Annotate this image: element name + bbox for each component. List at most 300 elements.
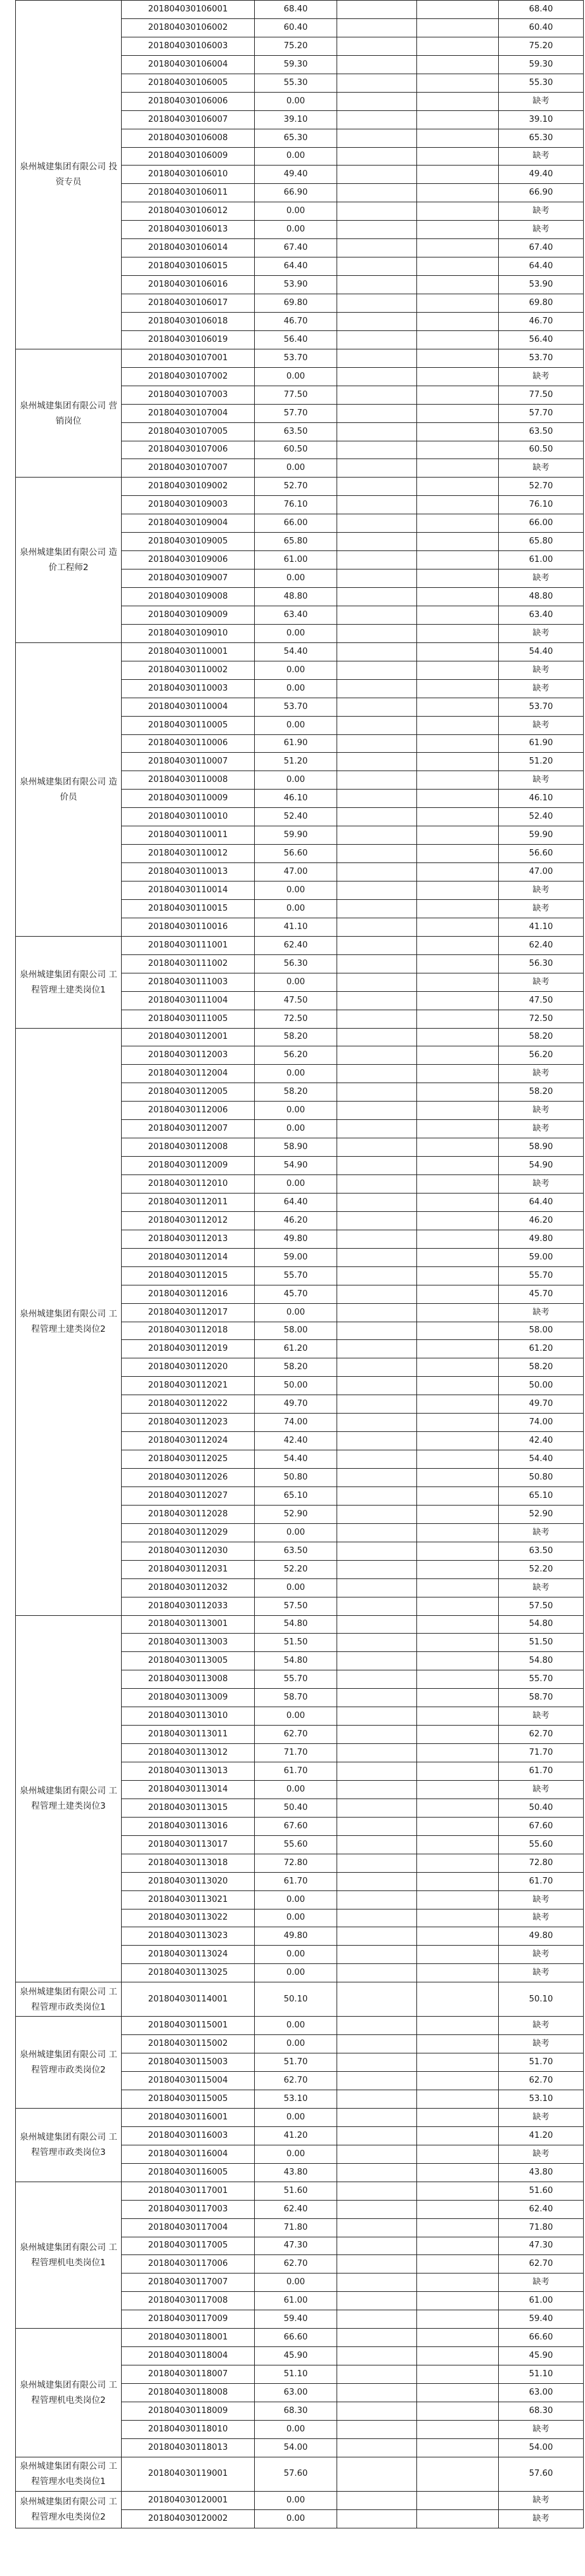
empty-score-cell-a <box>337 1469 417 1487</box>
exam-id-cell: 201804030110005 <box>122 716 255 734</box>
exam-id-cell: 201804030106009 <box>122 147 255 166</box>
empty-score-cell-b <box>417 936 499 954</box>
empty-score-cell-a <box>337 312 417 330</box>
group-name-cell: 泉州城建集团有限公司 工程管理市政类岗位3 <box>16 2108 122 2182</box>
written-score-cell: 58.90 <box>255 1138 337 1157</box>
total-score-cell: 56.20 <box>499 1046 584 1065</box>
written-score-cell: 71.70 <box>255 1744 337 1762</box>
total-score-cell: 缺考 <box>499 1175 584 1194</box>
total-score-cell: 51.70 <box>499 2053 584 2072</box>
total-score-cell: 56.40 <box>499 330 584 349</box>
exam-id-cell: 201804030113014 <box>122 1780 255 1799</box>
written-score-cell: 62.70 <box>255 1726 337 1744</box>
empty-score-cell-b <box>417 1817 499 1835</box>
total-score-cell: 62.70 <box>499 1726 584 1744</box>
total-score-cell: 46.20 <box>499 1211 584 1230</box>
empty-score-cell-a <box>337 2274 417 2292</box>
empty-score-cell-b <box>417 2420 499 2438</box>
empty-score-cell-a <box>337 863 417 881</box>
empty-score-cell-a <box>337 2126 417 2145</box>
empty-score-cell-a <box>337 588 417 606</box>
exam-id-cell: 201804030112016 <box>122 1285 255 1303</box>
written-score-cell: 0.00 <box>255 661 337 679</box>
total-score-cell: 缺考 <box>499 1102 584 1120</box>
written-score-cell: 41.10 <box>255 918 337 936</box>
empty-score-cell-b <box>417 1486 499 1505</box>
table-row <box>16 349 584 367</box>
empty-score-cell-b <box>417 1230 499 1248</box>
written-score-cell: 55.70 <box>255 1670 337 1689</box>
written-score-cell: 0.00 <box>255 2420 337 2438</box>
exam-id-cell: 201804030112026 <box>122 1469 255 1487</box>
total-score-cell: 67.40 <box>499 239 584 257</box>
total-score-cell: 64.40 <box>499 1193 584 1211</box>
exam-id-cell: 201804030110007 <box>122 753 255 771</box>
total-score-cell: 63.40 <box>499 606 584 624</box>
total-score-cell: 77.50 <box>499 386 584 404</box>
empty-score-cell-a <box>337 1303 417 1322</box>
empty-score-cell-a <box>337 1010 417 1028</box>
written-score-cell: 59.40 <box>255 2310 337 2329</box>
empty-score-cell-a <box>337 1414 417 1432</box>
exam-id-cell: 201804030109008 <box>122 588 255 606</box>
exam-id-cell: 201804030106006 <box>122 92 255 110</box>
written-score-cell: 54.80 <box>255 1652 337 1670</box>
exam-id-cell: 201804030113005 <box>122 1652 255 1670</box>
total-score-cell: 63.00 <box>499 2384 584 2402</box>
exam-id-cell: 201804030107001 <box>122 349 255 367</box>
empty-score-cell-a <box>337 1762 417 1781</box>
total-score-cell: 53.90 <box>499 276 584 294</box>
exam-id-cell: 201804030110013 <box>122 863 255 881</box>
empty-score-cell-b <box>417 386 499 404</box>
group-name-cell: 泉州城建集团有限公司 造价员 <box>16 642 122 936</box>
total-score-cell: 缺考 <box>499 679 584 698</box>
empty-score-cell-b <box>417 1890 499 1909</box>
exam-id-cell: 201804030118013 <box>122 2438 255 2457</box>
total-score-cell: 缺考 <box>499 202 584 221</box>
total-score-cell: 缺考 <box>499 771 584 790</box>
exam-id-cell: 201804030115003 <box>122 2053 255 2072</box>
written-score-cell: 64.40 <box>255 1193 337 1211</box>
written-score-cell: 0.00 <box>255 1102 337 1120</box>
total-score-cell: 41.10 <box>499 918 584 936</box>
exam-id-cell: 201804030117009 <box>122 2310 255 2329</box>
written-score-cell: 66.00 <box>255 514 337 533</box>
total-score-cell: 42.40 <box>499 1432 584 1450</box>
exam-id-cell: 201804030113021 <box>122 1890 255 1909</box>
empty-score-cell-a <box>337 1028 417 1046</box>
total-score-cell: 53.10 <box>499 2090 584 2109</box>
written-score-cell: 45.90 <box>255 2347 337 2365</box>
total-score-cell: 48.80 <box>499 588 584 606</box>
empty-score-cell-b <box>417 478 499 496</box>
total-score-cell: 68.40 <box>499 1 584 19</box>
total-score-cell: 45.70 <box>499 1285 584 1303</box>
exam-id-cell: 201804030107006 <box>122 441 255 459</box>
empty-score-cell-a <box>337 2145 417 2163</box>
written-score-cell: 43.80 <box>255 2163 337 2182</box>
exam-id-cell: 201804030113018 <box>122 1854 255 1872</box>
total-score-cell: 47.30 <box>499 2237 584 2255</box>
total-score-cell: 59.90 <box>499 826 584 845</box>
empty-score-cell-a <box>337 1780 417 1799</box>
empty-score-cell-a <box>337 790 417 808</box>
written-score-cell: 67.40 <box>255 239 337 257</box>
total-score-cell: 缺考 <box>499 2145 584 2163</box>
total-score-cell: 52.40 <box>499 808 584 826</box>
written-score-cell: 77.50 <box>255 386 337 404</box>
empty-score-cell-b <box>417 239 499 257</box>
exam-id-cell: 201804030106004 <box>122 55 255 74</box>
written-score-cell: 0.00 <box>255 1523 337 1542</box>
written-score-cell: 52.70 <box>255 478 337 496</box>
empty-score-cell-b <box>417 1762 499 1781</box>
empty-score-cell-b <box>417 790 499 808</box>
exam-id-cell: 201804030113023 <box>122 1927 255 1946</box>
written-score-cell: 65.80 <box>255 533 337 551</box>
empty-score-cell-a <box>337 826 417 845</box>
empty-score-cell-b <box>417 1560 499 1578</box>
total-score-cell: 57.70 <box>499 404 584 422</box>
exam-id-cell: 201804030110009 <box>122 790 255 808</box>
total-score-cell: 75.20 <box>499 37 584 55</box>
total-score-cell: 39.10 <box>499 110 584 129</box>
written-score-cell: 55.30 <box>255 74 337 92</box>
total-score-cell: 57.60 <box>499 2457 584 2491</box>
written-score-cell: 0.00 <box>255 1578 337 1597</box>
exam-id-cell: 201804030106014 <box>122 239 255 257</box>
exam-id-cell: 201804030110006 <box>122 734 255 753</box>
written-score-cell: 49.80 <box>255 1230 337 1248</box>
total-score-cell: 缺考 <box>499 147 584 166</box>
total-score-cell: 缺考 <box>499 2509 584 2528</box>
empty-score-cell-a <box>337 441 417 459</box>
exam-id-cell: 201804030106015 <box>122 257 255 276</box>
empty-score-cell-a <box>337 1340 417 1358</box>
exam-id-cell: 201804030117008 <box>122 2292 255 2310</box>
exam-id-cell: 201804030112020 <box>122 1358 255 1377</box>
exam-id-cell: 201804030112032 <box>122 1578 255 1597</box>
empty-score-cell-a <box>337 496 417 514</box>
exam-id-cell: 201804030115002 <box>122 2035 255 2053</box>
empty-score-cell-a <box>337 514 417 533</box>
empty-score-cell-b <box>417 991 499 1010</box>
written-score-cell: 69.80 <box>255 294 337 313</box>
total-score-cell: 缺考 <box>499 367 584 386</box>
written-score-cell: 62.70 <box>255 2255 337 2274</box>
empty-score-cell-a <box>337 1175 417 1194</box>
empty-score-cell-b <box>417 2072 499 2090</box>
empty-score-cell-b <box>417 110 499 129</box>
empty-score-cell-a <box>337 1193 417 1211</box>
empty-score-cell-b <box>417 2347 499 2365</box>
exam-id-cell: 201804030110016 <box>122 918 255 936</box>
empty-score-cell-b <box>417 716 499 734</box>
total-score-cell: 46.70 <box>499 312 584 330</box>
empty-score-cell-a <box>337 1542 417 1560</box>
empty-score-cell-b <box>417 459 499 478</box>
exam-id-cell: 201804030112017 <box>122 1303 255 1322</box>
empty-score-cell-b <box>417 330 499 349</box>
empty-score-cell-b <box>417 1652 499 1670</box>
written-score-cell: 0.00 <box>255 624 337 642</box>
written-score-cell: 0.00 <box>255 1303 337 1322</box>
exam-id-cell: 201804030111004 <box>122 991 255 1010</box>
written-score-cell: 49.70 <box>255 1395 337 1414</box>
empty-score-cell-a <box>337 349 417 367</box>
exam-id-cell: 201804030106005 <box>122 74 255 92</box>
written-score-cell: 0.00 <box>255 2035 337 2053</box>
exam-id-cell: 201804030113012 <box>122 1744 255 1762</box>
empty-score-cell-a <box>337 422 417 441</box>
empty-score-cell-a <box>337 679 417 698</box>
empty-score-cell-a <box>337 771 417 790</box>
group-name-cell: 泉州城建集团有限公司 工程管理土建类岗位1 <box>16 936 122 1028</box>
total-score-cell: 58.70 <box>499 1689 584 1707</box>
empty-score-cell-b <box>417 2218 499 2237</box>
total-score-cell: 63.50 <box>499 1542 584 1560</box>
empty-score-cell-b <box>417 1542 499 1560</box>
written-score-cell: 65.30 <box>255 129 337 147</box>
exam-id-cell: 201804030118010 <box>122 2420 255 2438</box>
written-score-cell: 66.90 <box>255 184 337 202</box>
exam-id-cell: 201804030106013 <box>122 221 255 239</box>
empty-score-cell-a <box>337 1707 417 1726</box>
group-name-cell: 泉州城建集团有限公司 工程管理市政类岗位2 <box>16 2017 122 2109</box>
written-score-cell: 51.70 <box>255 2053 337 2072</box>
written-score-cell: 0.00 <box>255 1946 337 1964</box>
exam-id-cell: 201804030116001 <box>122 2108 255 2126</box>
empty-score-cell-a <box>337 2200 417 2218</box>
exam-id-cell: 201804030110008 <box>122 771 255 790</box>
empty-score-cell-b <box>417 2237 499 2255</box>
written-score-cell: 74.00 <box>255 1414 337 1432</box>
empty-score-cell-b <box>417 1157 499 1175</box>
empty-score-cell-a <box>337 606 417 624</box>
empty-score-cell-b <box>417 2457 499 2491</box>
empty-score-cell-b <box>417 441 499 459</box>
empty-score-cell-a <box>337 1230 417 1248</box>
empty-score-cell-a <box>337 2329 417 2347</box>
written-score-cell: 0.00 <box>255 2274 337 2292</box>
score-table-body <box>16 1 584 2528</box>
total-score-cell: 缺考 <box>499 569 584 588</box>
written-score-cell: 56.30 <box>255 954 337 973</box>
empty-score-cell-b <box>417 1395 499 1414</box>
exam-id-cell: 201804030116004 <box>122 2145 255 2163</box>
total-score-cell: 54.40 <box>499 1450 584 1469</box>
written-score-cell: 0.00 <box>255 459 337 478</box>
total-score-cell: 62.70 <box>499 2255 584 2274</box>
written-score-cell: 0.00 <box>255 92 337 110</box>
empty-score-cell-b <box>417 753 499 771</box>
empty-score-cell-b <box>417 1046 499 1065</box>
empty-score-cell-a <box>337 330 417 349</box>
total-score-cell: 45.90 <box>499 2347 584 2365</box>
exam-id-cell: 201804030113010 <box>122 1707 255 1726</box>
empty-score-cell-a <box>337 973 417 991</box>
exam-id-cell: 201804030112006 <box>122 1102 255 1120</box>
exam-id-cell: 201804030106019 <box>122 330 255 349</box>
written-score-cell: 54.80 <box>255 1615 337 1634</box>
written-score-cell: 0.00 <box>255 569 337 588</box>
exam-id-cell: 201804030109003 <box>122 496 255 514</box>
exam-id-cell: 201804030112023 <box>122 1414 255 1432</box>
empty-score-cell-a <box>337 734 417 753</box>
total-score-cell: 缺考 <box>499 459 584 478</box>
empty-score-cell-b <box>417 2365 499 2384</box>
written-score-cell: 47.50 <box>255 991 337 1010</box>
empty-score-cell-a <box>337 1872 417 1890</box>
total-score-cell: 50.80 <box>499 1469 584 1487</box>
exam-id-cell: 201804030110002 <box>122 661 255 679</box>
group-name-cell: 泉州城建集团有限公司 工程管理市政类岗位1 <box>16 1982 122 2017</box>
empty-score-cell-a <box>337 1138 417 1157</box>
table-row <box>16 2329 584 2347</box>
empty-score-cell-a <box>337 1266 417 1285</box>
empty-score-cell-a <box>337 2384 417 2402</box>
empty-score-cell-b <box>417 1505 499 1523</box>
written-score-cell: 0.00 <box>255 881 337 900</box>
total-score-cell: 72.50 <box>499 1010 584 1028</box>
empty-score-cell-b <box>417 166 499 184</box>
empty-score-cell-a <box>337 1689 417 1707</box>
written-score-cell: 54.40 <box>255 1450 337 1469</box>
empty-score-cell-a <box>337 1652 417 1670</box>
empty-score-cell-a <box>337 1486 417 1505</box>
total-score-cell: 55.60 <box>499 1835 584 1854</box>
empty-score-cell-a <box>337 74 417 92</box>
total-score-cell: 54.90 <box>499 1157 584 1175</box>
total-score-cell: 52.20 <box>499 1560 584 1578</box>
total-score-cell: 55.30 <box>499 74 584 92</box>
exam-id-cell: 201804030106017 <box>122 294 255 313</box>
exam-id-cell: 201804030120002 <box>122 2509 255 2528</box>
empty-score-cell-a <box>337 1726 417 1744</box>
total-score-cell: 58.20 <box>499 1028 584 1046</box>
total-score-cell: 56.30 <box>499 954 584 973</box>
total-score-cell: 58.20 <box>499 1083 584 1102</box>
written-score-cell: 75.20 <box>255 37 337 55</box>
empty-score-cell-a <box>337 1120 417 1138</box>
exam-id-cell: 201804030110004 <box>122 698 255 716</box>
empty-score-cell-a <box>337 276 417 294</box>
empty-score-cell-b <box>417 367 499 386</box>
group-name-cell: 泉州城建集团有限公司 投资专员 <box>16 1 122 349</box>
empty-score-cell-a <box>337 1835 417 1854</box>
group-name-cell: 泉州城建集团有限公司 工程管理水电类岗位2 <box>16 2491 122 2528</box>
empty-score-cell-b <box>417 881 499 900</box>
empty-score-cell-a <box>337 166 417 184</box>
empty-score-cell-b <box>417 845 499 863</box>
empty-score-cell-b <box>417 1964 499 1982</box>
written-score-cell: 41.20 <box>255 2126 337 2145</box>
empty-score-cell-a <box>337 1102 417 1120</box>
empty-score-cell-b <box>417 1854 499 1872</box>
empty-score-cell-a <box>337 1597 417 1615</box>
exam-id-cell: 201804030113025 <box>122 1964 255 1982</box>
written-score-cell: 58.70 <box>255 1689 337 1707</box>
empty-score-cell-a <box>337 533 417 551</box>
exam-id-cell: 201804030113017 <box>122 1835 255 1854</box>
total-score-cell: 缺考 <box>499 1780 584 1799</box>
empty-score-cell-a <box>337 386 417 404</box>
exam-id-cell: 201804030109007 <box>122 569 255 588</box>
total-score-cell: 68.30 <box>499 2402 584 2420</box>
total-score-cell: 53.70 <box>499 349 584 367</box>
written-score-cell: 59.30 <box>255 55 337 74</box>
written-score-cell: 0.00 <box>255 1964 337 1982</box>
empty-score-cell-a <box>337 1322 417 1340</box>
exam-id-cell: 201804030117005 <box>122 2237 255 2255</box>
exam-id-cell: 201804030120001 <box>122 2491 255 2509</box>
exam-id-cell: 201804030119001 <box>122 2457 255 2491</box>
empty-score-cell-a <box>337 129 417 147</box>
empty-score-cell-a <box>337 404 417 422</box>
empty-score-cell-b <box>417 1927 499 1946</box>
written-score-cell: 62.70 <box>255 2072 337 2090</box>
total-score-cell: 47.00 <box>499 863 584 881</box>
empty-score-cell-b <box>417 2509 499 2528</box>
exam-id-cell: 201804030112021 <box>122 1377 255 1395</box>
written-score-cell: 51.60 <box>255 2182 337 2200</box>
written-score-cell: 47.30 <box>255 2237 337 2255</box>
exam-id-cell: 201804030106010 <box>122 166 255 184</box>
empty-score-cell-b <box>417 1065 499 1083</box>
written-score-cell: 63.50 <box>255 1542 337 1560</box>
written-score-cell: 54.90 <box>255 1157 337 1175</box>
empty-score-cell-a <box>337 257 417 276</box>
empty-score-cell-a <box>337 2108 417 2126</box>
total-score-cell: 缺考 <box>499 1523 584 1542</box>
empty-score-cell-b <box>417 2255 499 2274</box>
total-score-cell: 54.80 <box>499 1615 584 1634</box>
written-score-cell: 61.20 <box>255 1340 337 1358</box>
empty-score-cell-b <box>417 294 499 313</box>
written-score-cell: 67.60 <box>255 1817 337 1835</box>
exam-id-cell: 201804030111005 <box>122 1010 255 1028</box>
exam-id-cell: 201804030110001 <box>122 642 255 661</box>
written-score-cell: 57.50 <box>255 1597 337 1615</box>
written-score-cell: 59.00 <box>255 1248 337 1266</box>
total-score-cell: 61.20 <box>499 1340 584 1358</box>
exam-id-cell: 201804030117004 <box>122 2218 255 2237</box>
written-score-cell: 0.00 <box>255 1890 337 1909</box>
empty-score-cell-a <box>337 698 417 716</box>
empty-score-cell-b <box>417 74 499 92</box>
total-score-cell: 50.10 <box>499 1982 584 2017</box>
written-score-cell: 58.00 <box>255 1322 337 1340</box>
exam-id-cell: 201804030117006 <box>122 2255 255 2274</box>
written-score-cell: 46.20 <box>255 1211 337 1230</box>
written-score-cell: 63.40 <box>255 606 337 624</box>
table-row <box>16 936 584 954</box>
total-score-cell: 52.90 <box>499 1505 584 1523</box>
written-score-cell: 0.00 <box>255 2108 337 2126</box>
exam-id-cell: 201804030109005 <box>122 533 255 551</box>
total-score-cell: 62.40 <box>499 2200 584 2218</box>
exam-id-cell: 201804030112030 <box>122 1542 255 1560</box>
total-score-cell: 66.00 <box>499 514 584 533</box>
empty-score-cell-a <box>337 808 417 826</box>
empty-score-cell-b <box>417 1946 499 1964</box>
empty-score-cell-b <box>417 2145 499 2163</box>
exam-id-cell: 201804030118008 <box>122 2384 255 2402</box>
empty-score-cell-b <box>417 404 499 422</box>
exam-id-cell: 201804030115005 <box>122 2090 255 2109</box>
exam-id-cell: 201804030109010 <box>122 624 255 642</box>
